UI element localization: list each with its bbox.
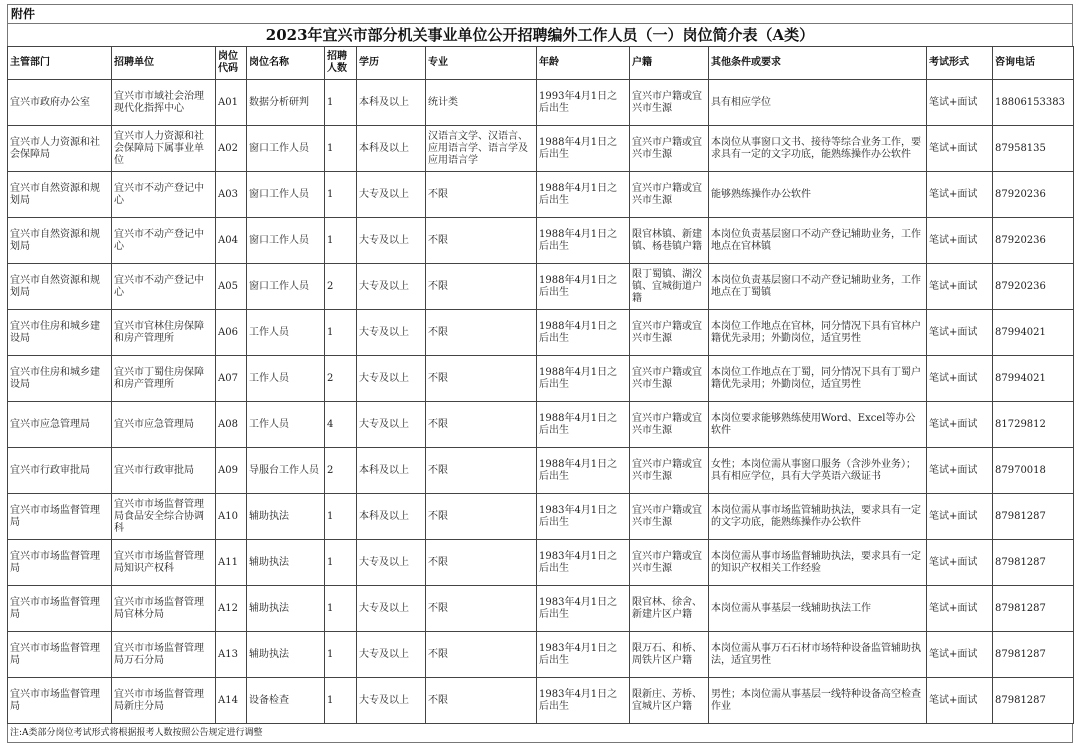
header-residence: 户籍 [630,47,709,80]
cell-headcount: 1 [325,540,357,586]
cell-post-code: A14 [216,678,247,724]
cell-exam-format: 笔试+面试 [927,218,993,264]
header-other-requirements: 其他条件或要求 [709,47,927,80]
cell-recruiting-unit: 宜兴市市域社会治理现代化指挥中心 [112,80,216,126]
cell-post-name: 工作人员 [247,356,325,402]
cell-post-code: A08 [216,402,247,448]
cell-post-name: 窗口工作人员 [247,218,325,264]
cell-residence: 宜兴市户籍或宜兴市生源 [630,80,709,126]
cell-other-requirements: 本岗位负责基层窗口不动产登记辅助业务，工作地点在丁蜀镇 [709,264,927,310]
job-table [7,46,1074,724]
table-row [8,586,1074,632]
table-row [8,80,1074,126]
cell-phone: 87920236 [993,172,1074,218]
cell-headcount: 2 [325,356,357,402]
cell-residence: 宜兴市户籍或宜兴市生源 [630,494,709,540]
cell-education: 大专及以上 [357,678,426,724]
cell-exam-format: 笔试+面试 [927,678,993,724]
cell-post-code: A02 [216,126,247,172]
job-table-sheet [7,4,1073,743]
cell-post-code: A04 [216,218,247,264]
cell-exam-format: 笔试+面试 [927,494,993,540]
cell-post-code: A06 [216,310,247,356]
cell-post-code: A13 [216,632,247,678]
header-headcount: 招聘人数 [325,47,357,80]
cell-department: 宜兴市市场监督管理局 [8,632,112,678]
cell-phone: 87994021 [993,310,1074,356]
cell-headcount: 1 [325,126,357,172]
cell-major: 不限 [426,678,537,724]
cell-post-name: 窗口工作人员 [247,264,325,310]
cell-headcount: 2 [325,448,357,494]
cell-exam-format: 笔试+面试 [927,264,993,310]
cell-recruiting-unit: 宜兴市不动产登记中心 [112,264,216,310]
table-body [8,80,1074,724]
table-row [8,356,1074,402]
cell-age: 1988年4月1日之后出生 [537,356,630,402]
cell-phone: 87981287 [993,586,1074,632]
cell-phone: 87981287 [993,494,1074,540]
cell-residence: 限丁蜀镇、湖㳇镇、宜城街道户籍 [630,264,709,310]
cell-recruiting-unit: 宜兴市丁蜀住房保障和房产管理所 [112,356,216,402]
cell-department: 宜兴市政府办公室 [8,80,112,126]
cell-post-name: 工作人员 [247,402,325,448]
cell-exam-format: 笔试+面试 [927,402,993,448]
table-row [8,310,1074,356]
cell-phone: 87981287 [993,540,1074,586]
cell-residence: 宜兴市户籍或宜兴市生源 [630,402,709,448]
cell-headcount: 4 [325,402,357,448]
table-row [8,494,1074,540]
cell-education: 大专及以上 [357,632,426,678]
cell-major: 不限 [426,632,537,678]
cell-recruiting-unit: 宜兴市人力资源和社会保障局下属事业单位 [112,126,216,172]
cell-residence: 限官林镇、新建镇、杨巷镇户籍 [630,218,709,264]
cell-other-requirements: 本岗位要求能够熟练使用Word、Excel等办公软件 [709,402,927,448]
table-title: 2023年宜兴市部分机关事业单位公开招聘编外工作人员（一）岗位简介表（A类） [7,23,1073,46]
cell-post-name: 辅助执法 [247,586,325,632]
cell-phone: 87994021 [993,356,1074,402]
cell-department: 宜兴市住房和城乡建设局 [8,310,112,356]
cell-department: 宜兴市市场监督管理局 [8,494,112,540]
cell-recruiting-unit: 宜兴市市场监督管理局知识产权科 [112,540,216,586]
cell-recruiting-unit: 宜兴市不动产登记中心 [112,218,216,264]
header-age: 年龄 [537,47,630,80]
cell-post-name: 辅助执法 [247,494,325,540]
cell-other-requirements: 男性；本岗位需从事基层一线特种设备高空检查作业 [709,678,927,724]
cell-post-name: 设备检查 [247,678,325,724]
cell-age: 1988年4月1日之后出生 [537,264,630,310]
cell-phone: 81729812 [993,402,1074,448]
cell-headcount: 1 [325,172,357,218]
cell-recruiting-unit: 宜兴市官林住房保障和房产管理所 [112,310,216,356]
cell-exam-format: 笔试+面试 [927,126,993,172]
cell-post-name: 工作人员 [247,310,325,356]
cell-education: 本科及以上 [357,126,426,172]
cell-department: 宜兴市自然资源和规划局 [8,218,112,264]
cell-education: 本科及以上 [357,494,426,540]
cell-residence: 限新庄、芳桥、宜城片区户籍 [630,678,709,724]
cell-phone: 87981287 [993,632,1074,678]
header-exam-format: 考试形式 [927,47,993,80]
table-row [8,218,1074,264]
table-row [8,126,1074,172]
cell-education: 大专及以上 [357,264,426,310]
cell-headcount: 1 [325,678,357,724]
cell-residence: 宜兴市户籍或宜兴市生源 [630,448,709,494]
cell-other-requirements: 具有相应学位 [709,80,927,126]
header-phone: 咨询电话 [993,47,1074,80]
cell-phone: 87920236 [993,218,1074,264]
cell-post-code: A09 [216,448,247,494]
cell-headcount: 1 [325,632,357,678]
cell-post-code: A10 [216,494,247,540]
cell-recruiting-unit: 宜兴市市场监督管理局万石分局 [112,632,216,678]
cell-headcount: 1 [325,586,357,632]
cell-other-requirements: 本岗位从事窗口文书、接待等综合业务工作，要求具有一定的文字功底，能熟练操作办公软件 [709,126,927,172]
cell-headcount: 1 [325,310,357,356]
cell-department: 宜兴市市场监督管理局 [8,678,112,724]
cell-recruiting-unit: 宜兴市市场监督管理局官林分局 [112,586,216,632]
cell-other-requirements: 本岗位需从事市场监督辅助执法，要求具有一定的知识产权相关工作经验 [709,540,927,586]
cell-residence: 宜兴市户籍或宜兴市生源 [630,126,709,172]
cell-major: 不限 [426,540,537,586]
cell-major: 不限 [426,586,537,632]
cell-education: 本科及以上 [357,448,426,494]
footnote: 注:A类部分岗位考试形式将根据报考人数按照公告规定进行调整 [7,724,1073,743]
cell-exam-format: 笔试+面试 [927,448,993,494]
cell-age: 1983年4月1日之后出生 [537,632,630,678]
cell-phone: 87958135 [993,126,1074,172]
table-row [8,264,1074,310]
cell-post-code: A01 [216,80,247,126]
cell-phone: 87970018 [993,448,1074,494]
cell-education: 大专及以上 [357,402,426,448]
cell-age: 1993年4月1日之后出生 [537,80,630,126]
header-department: 主管部门 [8,47,112,80]
cell-major: 不限 [426,356,537,402]
cell-department: 宜兴市市场监督管理局 [8,586,112,632]
cell-headcount: 1 [325,80,357,126]
cell-education: 大专及以上 [357,356,426,402]
cell-age: 1988年4月1日之后出生 [537,448,630,494]
cell-age: 1988年4月1日之后出生 [537,218,630,264]
cell-exam-format: 笔试+面试 [927,80,993,126]
cell-exam-format: 笔试+面试 [927,540,993,586]
header-post-name: 岗位名称 [247,47,325,80]
cell-other-requirements: 女性；本岗位需从事窗口服务（含涉外业务）；具有相应学位，具有大学英语六级证书 [709,448,927,494]
header-post-code: 岗位代码 [216,47,247,80]
cell-other-requirements: 本岗位负责基层窗口不动产登记辅助业务，工作地点在官林镇 [709,218,927,264]
cell-major: 不限 [426,172,537,218]
cell-age: 1983年4月1日之后出生 [537,540,630,586]
cell-department: 宜兴市住房和城乡建设局 [8,356,112,402]
cell-major: 不限 [426,448,537,494]
cell-department: 宜兴市人力资源和社会保障局 [8,126,112,172]
cell-other-requirements: 本岗位需从事市场监管辅助执法，要求具有一定的文字功底，能熟练操作办公软件 [709,494,927,540]
table-row [8,632,1074,678]
attachment-label: 附件 [7,4,1073,23]
cell-phone: 18806153383 [993,80,1074,126]
cell-department: 宜兴市市场监督管理局 [8,540,112,586]
cell-education: 大专及以上 [357,310,426,356]
cell-residence: 宜兴市户籍或宜兴市生源 [630,356,709,402]
table-row [8,402,1074,448]
cell-post-name: 辅助执法 [247,540,325,586]
cell-age: 1988年4月1日之后出生 [537,172,630,218]
cell-department: 宜兴市应急管理局 [8,402,112,448]
cell-major: 不限 [426,494,537,540]
cell-post-name: 辅助执法 [247,632,325,678]
table-row [8,172,1074,218]
header-major: 专业 [426,47,537,80]
cell-other-requirements: 本岗位需从事万石石材市场特种设备监管辅助执法，适宜男性 [709,632,927,678]
cell-recruiting-unit: 宜兴市市场监督管理局食品安全综合协调科 [112,494,216,540]
cell-residence: 宜兴市户籍或宜兴市生源 [630,540,709,586]
cell-education: 大专及以上 [357,586,426,632]
cell-recruiting-unit: 宜兴市行政审批局 [112,448,216,494]
cell-exam-format: 笔试+面试 [927,310,993,356]
cell-major: 不限 [426,402,537,448]
cell-department: 宜兴市自然资源和规划局 [8,264,112,310]
cell-other-requirements: 本岗位工作地点在丁蜀，同分情况下具有丁蜀户籍优先录用；外勤岗位，适宜男性 [709,356,927,402]
cell-age: 1988年4月1日之后出生 [537,126,630,172]
cell-phone: 87981287 [993,678,1074,724]
cell-education: 本科及以上 [357,80,426,126]
cell-residence: 限万石、和桥、周铁片区户籍 [630,632,709,678]
cell-age: 1988年4月1日之后出生 [537,310,630,356]
table-row [8,678,1074,724]
cell-post-name: 数据分析研判 [247,80,325,126]
cell-headcount: 2 [325,264,357,310]
cell-age: 1983年4月1日之后出生 [537,678,630,724]
cell-headcount: 1 [325,218,357,264]
cell-residence: 宜兴市户籍或宜兴市生源 [630,172,709,218]
cell-post-name: 窗口工作人员 [247,172,325,218]
header-education: 学历 [357,47,426,80]
cell-recruiting-unit: 宜兴市不动产登记中心 [112,172,216,218]
cell-major: 不限 [426,218,537,264]
header-recruiting-unit: 招聘单位 [112,47,216,80]
cell-age: 1983年4月1日之后出生 [537,494,630,540]
cell-recruiting-unit: 宜兴市应急管理局 [112,402,216,448]
cell-major: 不限 [426,310,537,356]
cell-age: 1983年4月1日之后出生 [537,586,630,632]
cell-headcount: 1 [325,494,357,540]
cell-residence: 限官林、徐舍、新建片区户籍 [630,586,709,632]
cell-post-code: A05 [216,264,247,310]
table-row [8,448,1074,494]
cell-exam-format: 笔试+面试 [927,632,993,678]
cell-other-requirements: 本岗位工作地点在官林，同分情况下具有官林户籍优先录用；外勤岗位，适宜男性 [709,310,927,356]
cell-exam-format: 笔试+面试 [927,586,993,632]
cell-education: 大专及以上 [357,172,426,218]
cell-post-name: 导服台工作人员 [247,448,325,494]
table-row [8,540,1074,586]
cell-major: 统计类 [426,80,537,126]
cell-post-code: A12 [216,586,247,632]
cell-exam-format: 笔试+面试 [927,356,993,402]
cell-other-requirements: 能够熟练操作办公软件 [709,172,927,218]
cell-post-name: 窗口工作人员 [247,126,325,172]
cell-phone: 87920236 [993,264,1074,310]
cell-education: 大专及以上 [357,540,426,586]
cell-recruiting-unit: 宜兴市市场监督管理局新庄分局 [112,678,216,724]
cell-residence: 宜兴市户籍或宜兴市生源 [630,310,709,356]
table-header-row [8,47,1074,80]
cell-department: 宜兴市行政审批局 [8,448,112,494]
cell-age: 1988年4月1日之后出生 [537,402,630,448]
cell-exam-format: 笔试+面试 [927,172,993,218]
cell-major: 不限 [426,264,537,310]
cell-major: 汉语言文学、汉语言、应用语言学、语言学及应用语言学 [426,126,537,172]
cell-post-code: A11 [216,540,247,586]
cell-post-code: A03 [216,172,247,218]
cell-department: 宜兴市自然资源和规划局 [8,172,112,218]
cell-post-code: A07 [216,356,247,402]
cell-education: 大专及以上 [357,218,426,264]
cell-other-requirements: 本岗位需从事基层一线辅助执法工作 [709,586,927,632]
